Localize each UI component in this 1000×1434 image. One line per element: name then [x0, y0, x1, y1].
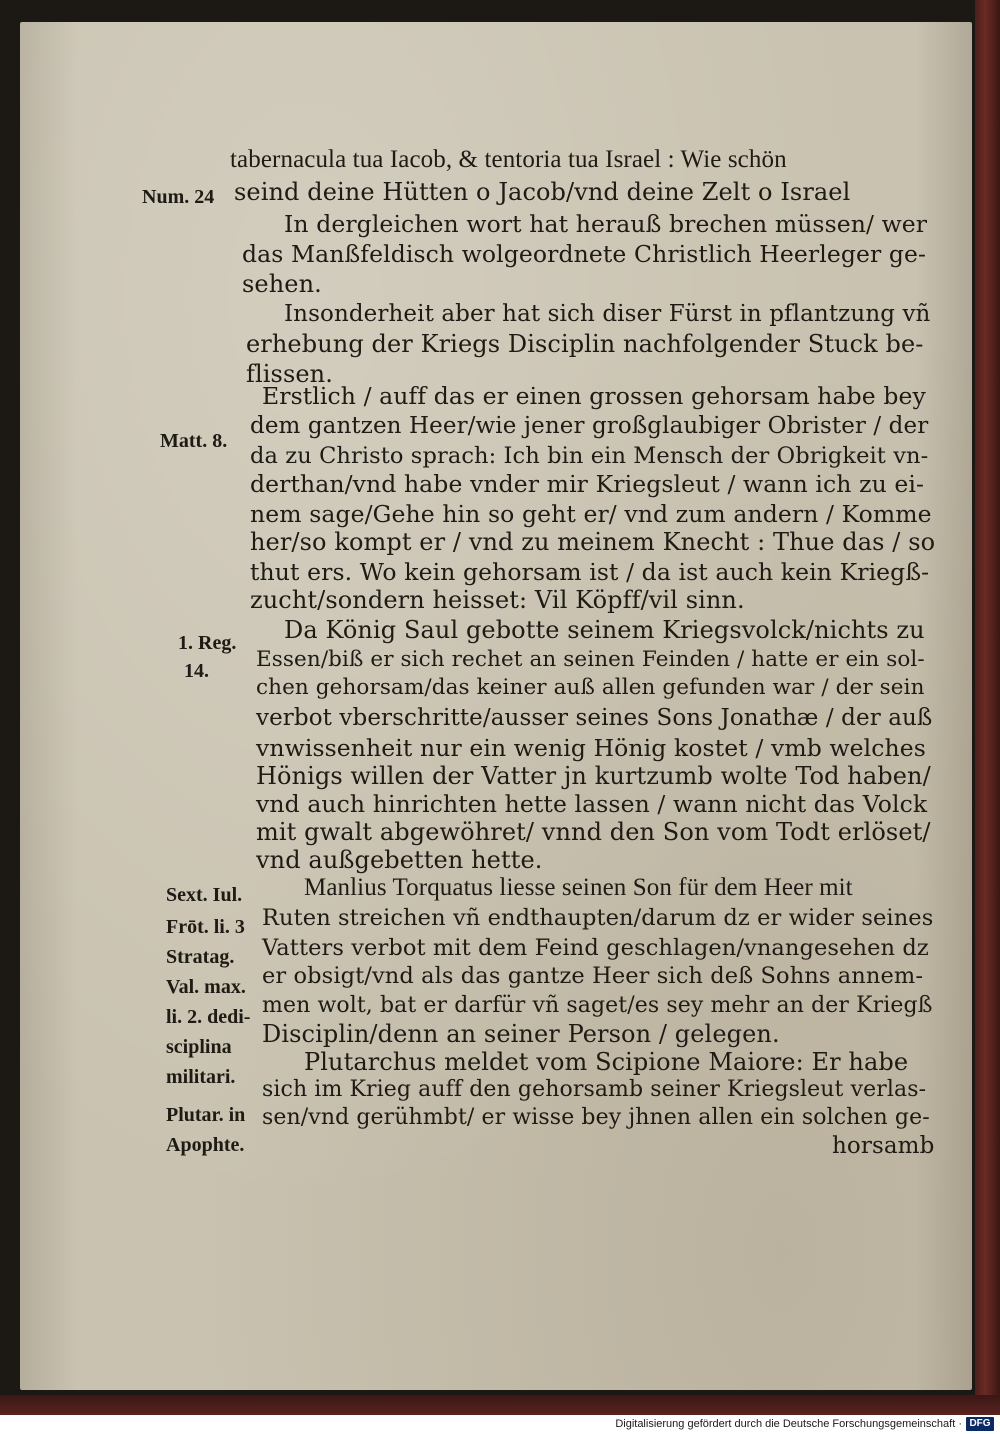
- text-line-23: vnd auch hinrichten hette lassen / wann nicht das Volck: [256, 790, 928, 818]
- text-line-21: vnwissenheit nur ein wenig Hönig kostet / vmb welches: [256, 734, 926, 762]
- margin-note-plutar: Plutar. in: [166, 1104, 246, 1126]
- margin-note-li2: li. 2. dedi-: [166, 1006, 251, 1028]
- margin-note-sext-iul: Sext. Iul.: [166, 884, 243, 906]
- text-line-8: flissen.: [246, 360, 333, 388]
- text-line-13: nem sage/Gehe hin so geht er/ vnd zum andern / Komme: [250, 500, 932, 528]
- text-line-22: Hönigs willen der Vatter jn kurtzumb wolte Tod haben/: [256, 762, 931, 790]
- text-line-10: dem gantzen Heer/wie jener großglaubiger Obrister / der: [250, 413, 929, 439]
- text-line-30: men wolt, bat er darfür vñ saget/es sey mehr an der Kriegß: [262, 993, 933, 1018]
- text-line-31: Disciplin/denn an seiner Person / gelegen.: [262, 1020, 780, 1048]
- text-line-32: Plutarchus meldet vom Scipione Maiore: Er habe: [304, 1048, 909, 1076]
- text-line-25: vnd außgebetten hette.: [256, 846, 543, 874]
- text-line-33: sich im Krieg auff den gehorsamb seiner Kriegsleut verlas-: [262, 1077, 927, 1102]
- text-line-3: In dergleichen wort hat herauß brechen müssen/ wer: [284, 210, 928, 238]
- margin-note-valmax: Val. max.: [166, 976, 246, 998]
- text-line-29: er obsigt/vnd als das gantze Heer sich deß Sohns annem-: [262, 963, 924, 989]
- text-line-34: sen/vnd gerühmbt/ er wisse bey jhnen allen ein solchen ge-: [262, 1105, 930, 1130]
- margin-note-matt8: Matt. 8.: [160, 430, 228, 452]
- text-line-26: Manlius Torquatus liesse seinen Son für dem Heer mit: [304, 874, 853, 901]
- text-line-9: Erstlich / auff das er einen grossen gehorsam habe bey: [262, 382, 926, 410]
- text-line-5: sehen.: [242, 270, 322, 298]
- margin-note-apophte: Apophte.: [166, 1134, 245, 1156]
- text-line-20: verbot vberschritte/ausser seines Sons Jonathæ / der auß: [256, 705, 933, 731]
- book-cover-edge-right: [975, 0, 1000, 1415]
- margin-note-frot: Frōt. li. 3: [166, 916, 245, 938]
- dfg-logo: DFG: [966, 1417, 994, 1431]
- text-line-18: Essen/biß er sich rechet an seinen Feinden / hatte er ein sol-: [256, 647, 925, 672]
- text-catchword: horsamb: [832, 1133, 935, 1159]
- text-line-16: zucht/sondern heisset: Vil Köpff/vil sinn.: [250, 586, 745, 614]
- text-line-24: mit gwalt abgewöhret/ vnnd den Son vom Todt erlöset/: [256, 818, 931, 846]
- text-line-12: derthan/vnd habe vnder mir Kriegsleut / wann ich zu ei-: [250, 470, 925, 498]
- text-line-27: Ruten streichen vñ endthaupten/darum dz er wider seines: [262, 905, 934, 931]
- text-line-1: tabernacula tua Iacob, & tentoria tua Israel : Wie schön: [230, 146, 787, 173]
- margin-note-14: 14.: [184, 660, 209, 682]
- book-cover-edge-bottom: [0, 1395, 1000, 1415]
- text-line-19: chen gehorsam/das keiner auß allen gefunden war / der sein: [256, 675, 925, 700]
- footer-credit: Digitalisierung gefördert durch die Deutsche Forschungsgemeinschaft ·: [615, 1418, 962, 1430]
- text-line-7: erhebung der Kriegs Disciplin nachfolgender Stuck be-: [246, 330, 924, 358]
- margin-note-1reg: 1. Reg.: [178, 632, 237, 654]
- margin-note-militari: militari.: [166, 1066, 236, 1088]
- text-line-28: Vatters verbot mit dem Feind geschlagen/vnangesehen dz: [262, 935, 929, 961]
- margin-note-sciplina: sciplina: [166, 1036, 232, 1058]
- margin-note-num24: Num. 24: [142, 186, 215, 208]
- text-line-2: seind deine Hütten o Jacob/vnd deine Zelt o Israel: [234, 178, 851, 206]
- margin-note-stratag: Stratag.: [166, 946, 235, 968]
- text-line-17: Da König Saul gebotte seinem Kriegsvolck/nichts zu: [284, 616, 925, 644]
- text-line-14: her/so kompt er / vnd zu meinem Knecht : Thue das / so: [250, 528, 936, 556]
- text-line-15: thut ers. Wo kein gehorsam ist / da ist auch kein Kriegß-: [250, 558, 930, 586]
- text-line-4: das Manßfeldisch wolgeordnete Christlich Heerleger ge-: [242, 240, 927, 268]
- text-line-6: Insonderheit aber hat sich diser Fürst in pflantzung vñ: [284, 301, 931, 327]
- text-line-11: da zu Christo sprach: Ich bin ein Mensch der Obrigkeit vn-: [250, 443, 929, 469]
